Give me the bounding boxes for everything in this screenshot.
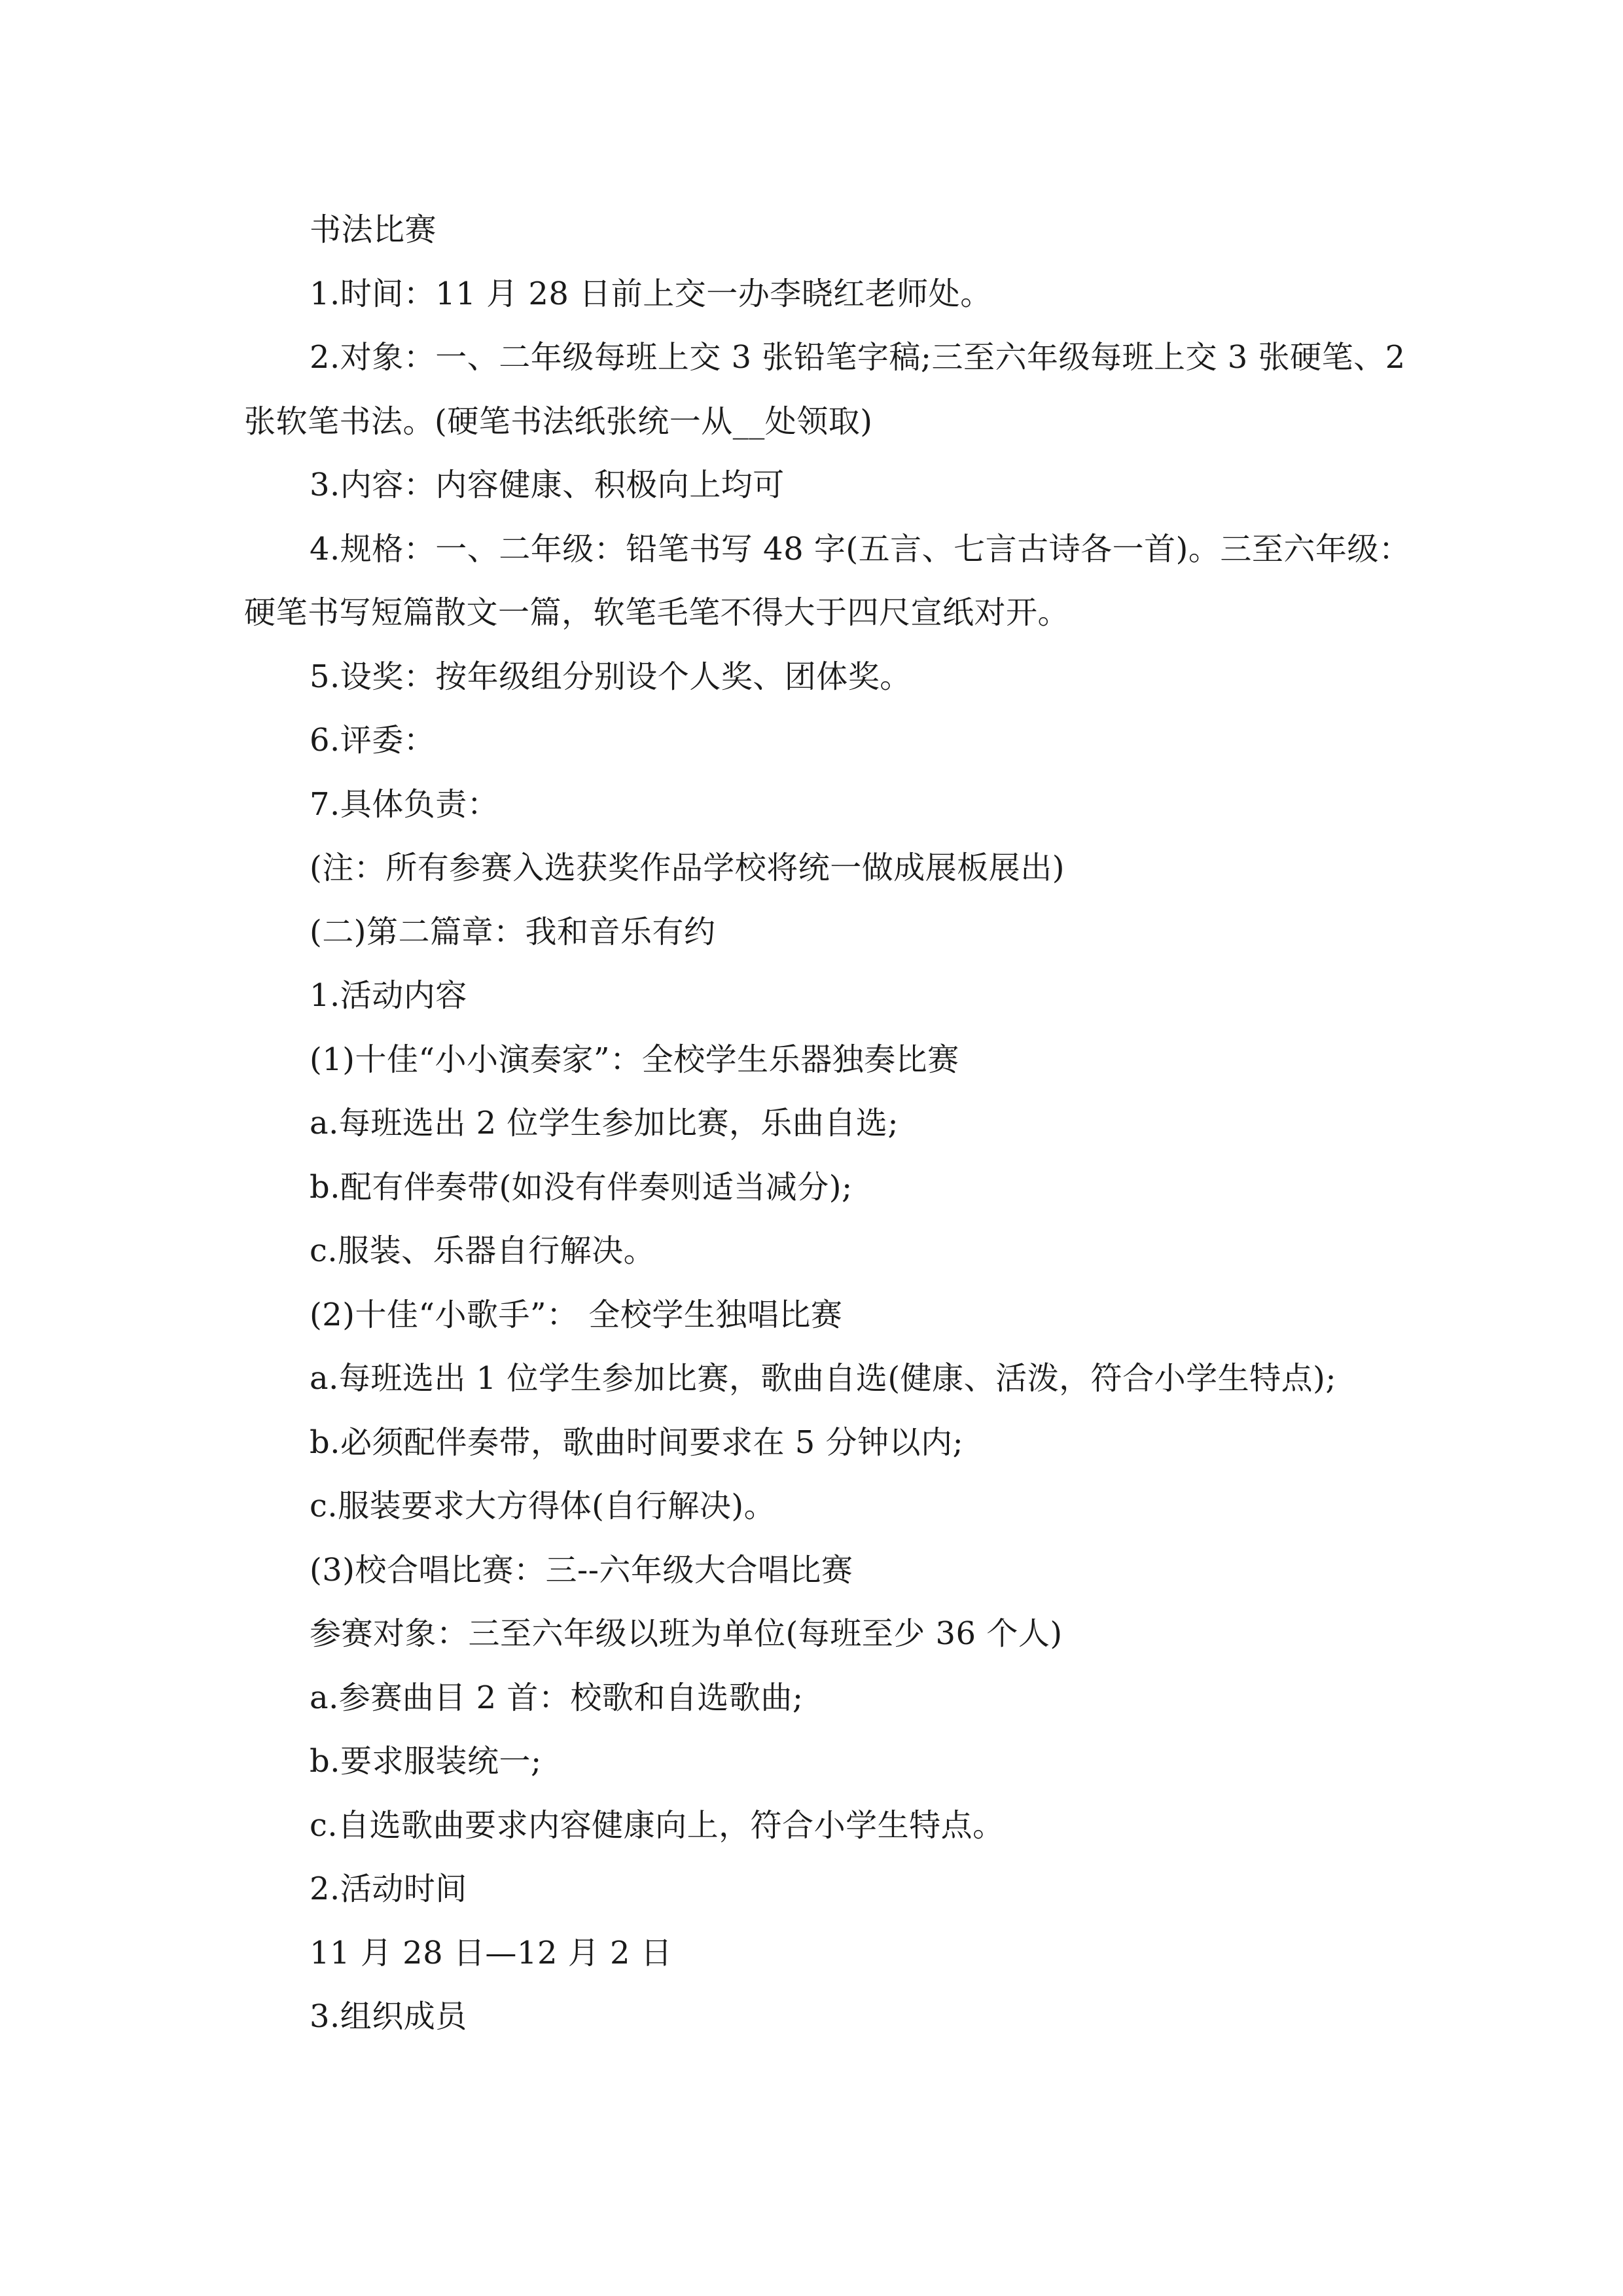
paragraph-content: 3.内容：内容健康、积极向上均可 — [310, 467, 785, 503]
subheading-activity-content: 1.活动内容 — [310, 977, 467, 1014]
item-choir-a: a.参赛曲目 2 首：校歌和自选歌曲; — [310, 1679, 804, 1716]
section-heading-music: (二)第二篇章：我和音乐有约 — [310, 913, 716, 950]
paragraph-judges: 6.评委： — [310, 722, 436, 759]
paragraph-participants: 2.对象：一、二年级每班上交 3 张铅笔字稿;三至六年级每班上交 3 张硬笔、2 张软笔书法。(硬笔书法纸张统一从__处领取) — [244, 339, 1406, 440]
subheading-activity-time: 2.活动时间 — [310, 1871, 467, 1907]
paragraph-note: (注：所有参赛入选获奖作品学校将统一做成展板展出) — [310, 850, 1065, 886]
item-singer-contest: (2)十佳“小歌手”： 全校学生独唱比赛 — [310, 1296, 843, 1333]
item-instrument-a: a.每班选出 2 位学生参加比赛，乐曲自选; — [310, 1105, 899, 1141]
item-choir-b: b.要求服装统一; — [310, 1743, 542, 1780]
item-singer-a: a.每班选出 1 位学生参加比赛，歌曲自选(健康、活泼，符合小学生特点); — [310, 1360, 1337, 1397]
paragraph-activity-dates: 11 月 28 日—12 月 2 日 — [310, 1934, 673, 1971]
subheading-organizers: 3.组织成员 — [310, 1998, 467, 2035]
item-instrument-contest: (1)十佳“小小演奏家”：全校学生乐器独奏比赛 — [310, 1041, 959, 1078]
paragraph-awards: 5.设奖：按年级组分别设个人奖、团体奖。 — [310, 658, 912, 695]
paragraph-specification: 4.规格：一、二年级：铅笔书写 48 字(五言、七言古诗各一首)。三至六年级：硬笔书写短篇散文一篇，软笔毛笔不得大于四尺宣纸对开。 — [244, 530, 1411, 631]
item-singer-c: c.服装要求大方得体(自行解决)。 — [310, 1488, 776, 1524]
item-instrument-c: c.服装、乐器自行解决。 — [310, 1232, 656, 1269]
item-choir-c: c.自选歌曲要求内容健康向上，符合小学生特点。 — [310, 1806, 1005, 1844]
paragraph-responsible: 7.具体负责： — [310, 785, 499, 823]
item-choir-participants: 参赛对象：三至六年级以班为单位(每班至少 36 个人) — [310, 1615, 1063, 1652]
item-instrument-b: b.配有伴奏带(如没有伴奏则适当减分); — [310, 1168, 853, 1206]
item-singer-b: b.必须配伴奏带，歌曲时间要求在 5 分钟以内; — [310, 1424, 964, 1461]
section-heading-calligraphy: 书法比赛 — [310, 211, 437, 248]
document-body — [244, 198, 1435, 2049]
paragraph-time: 1.时间：11 月 28 日前上交一办李晓红老师处。 — [310, 275, 992, 312]
item-choir-contest: (3)校合唱比赛：三--六年级大合唱比赛 — [310, 1551, 853, 1588]
